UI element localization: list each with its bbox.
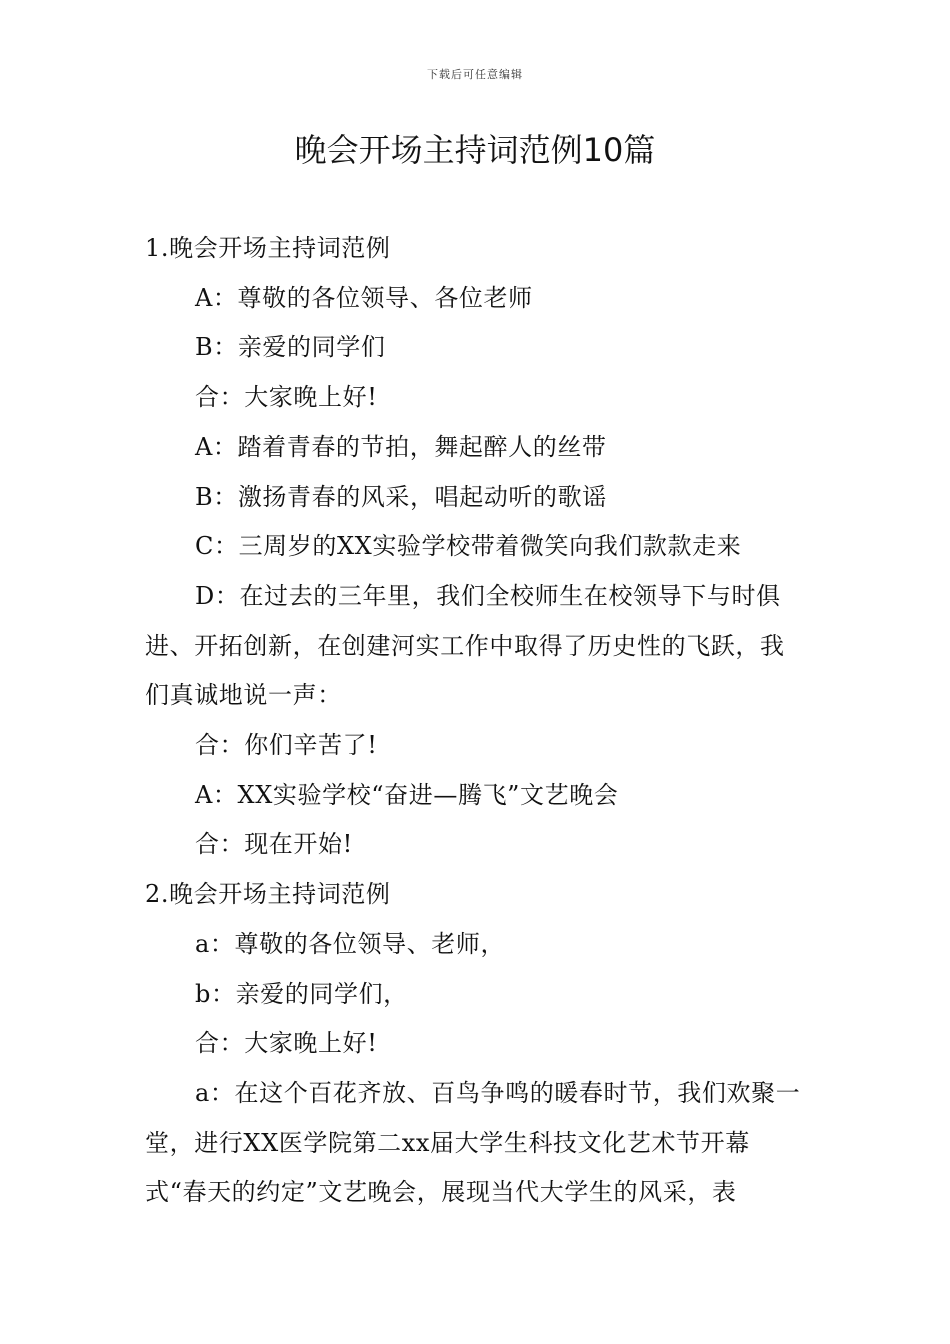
paragraph: 合：现在开始! (195, 830, 353, 859)
paragraph: A：尊敬的各位领导、各位老师 (195, 283, 533, 312)
paragraph: A：XX实验学校“奋进—腾飞”文艺晚会 (195, 780, 619, 809)
paragraph: B：激扬青春的风采，唱起动听的歌谣 (195, 482, 607, 511)
paragraph: 合：大家晚上好! (195, 1029, 378, 1058)
document-title: 晚会开场主持词范例10篇 (294, 131, 656, 169)
paragraph: 合：你们辛苦了! (195, 731, 378, 760)
paragraph: a：在这个百花齐放、百鸟争鸣的暖春时节，我们欢聚一堂，进行XX医学院第二xx届大学生科技文化艺术节开幕式“春天的约定”文艺晚会，展现当代大学生的风采，表 (145, 1078, 801, 1207)
paragraph: 合：大家晚上好! (195, 383, 378, 412)
document-body (145, 224, 809, 1218)
paragraph: A：踏着青春的节拍，舞起醉人的丝带 (195, 432, 607, 461)
paragraph: a：尊敬的各位领导、老师， (195, 929, 506, 958)
paragraph: b：亲爱的同学们， (195, 979, 408, 1008)
paragraph: D：在过去的三年里，我们全校师生在校领导下与时俱进、开拓创新，在创建河实工作中取得了历史性的飞跃，我们真诚地说一声： (145, 581, 785, 710)
section-heading: 2.晚会开场主持词范例 (145, 880, 391, 909)
section-heading: 1.晚会开场主持词范例 (145, 234, 391, 262)
paragraph: B：亲爱的同学们 (195, 333, 386, 362)
header-note: 下载后可任意编辑 (427, 68, 523, 81)
paragraph: C：三周岁的XX实验学校带着微笑向我们款款走来 (195, 532, 742, 561)
